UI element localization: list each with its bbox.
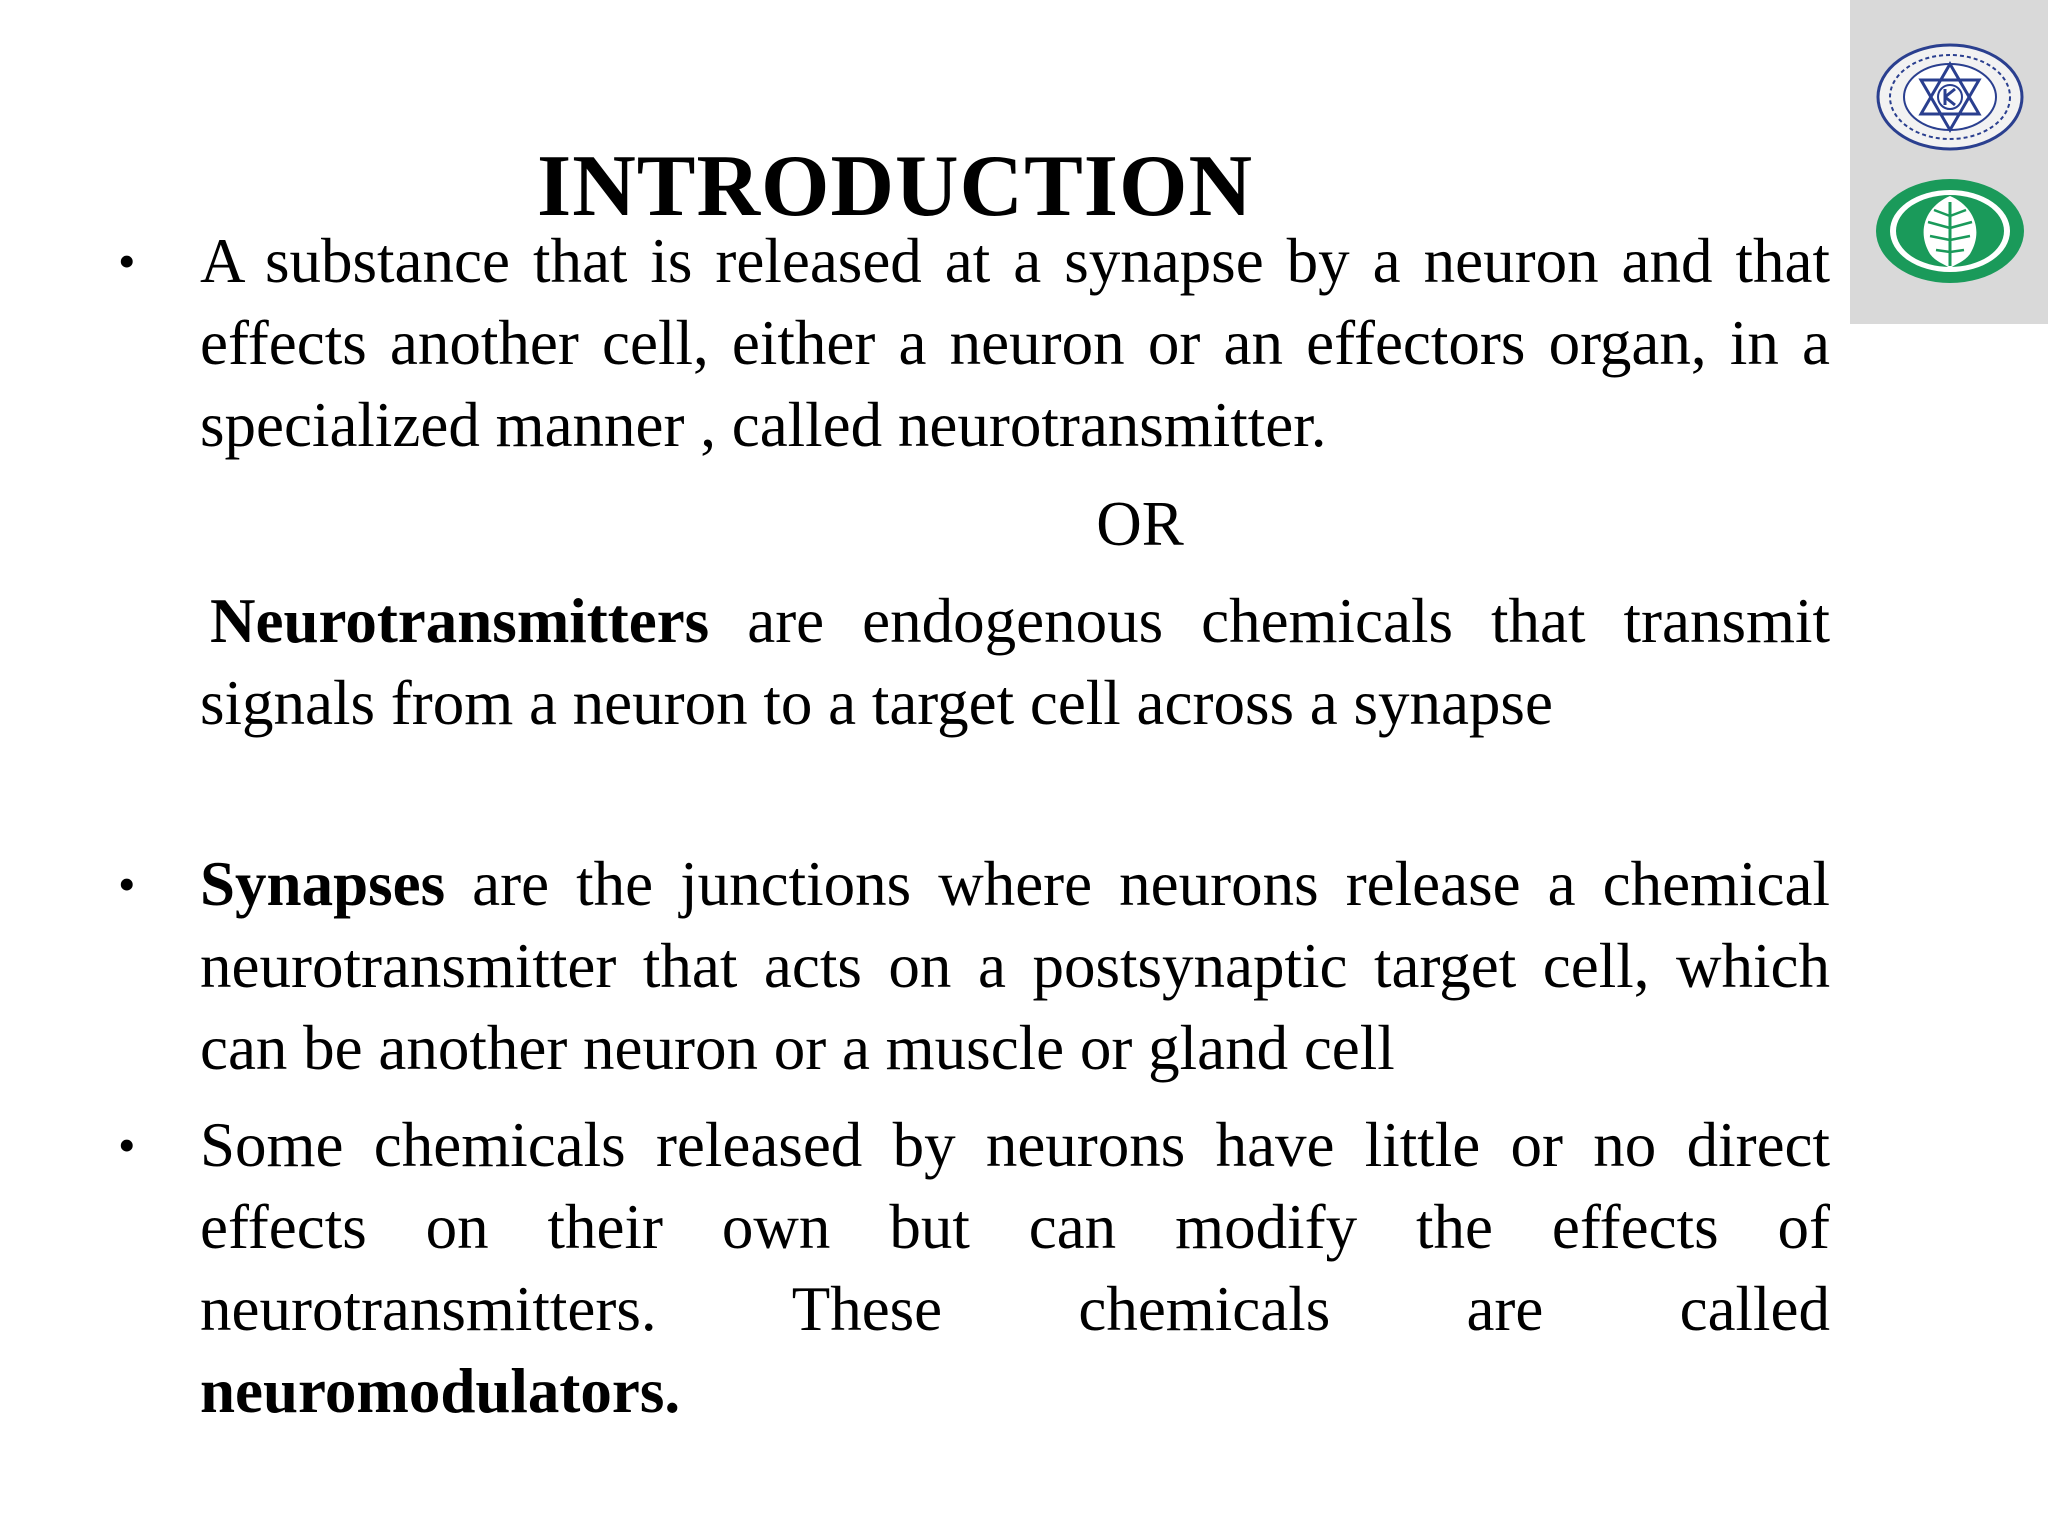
synapses-paragraph — [200, 843, 1830, 1089]
green-leaf-logo — [1874, 176, 2026, 286]
neuromodulators-text: Some chemicals released by neurons have little or no direct effects on their own but can modify the effects of neurotransmitters. These chemicals are called — [200, 1110, 1830, 1344]
or-separator: OR — [1096, 489, 1184, 559]
alternate-definition-text: are endogenous chemicals that transmit signals from a neuron to a target cell across a synapse — [200, 586, 1830, 738]
neurotransmitters-term: Neurotransmitters — [210, 586, 710, 656]
neuromodulators-term: neuromodulators. — [200, 1356, 681, 1426]
bullet-icon: • — [118, 856, 136, 912]
alternate-definition-paragraph — [200, 580, 1830, 744]
slide-title: INTRODUCTION — [536, 137, 1254, 235]
neuromodulators-paragraph — [200, 1104, 1830, 1432]
definition-text: A substance that is released at a synapse by a neuron and that effects another cell, either a neuron or an effectors organ, in a specialized manner , called neurotransmitter. — [200, 226, 1830, 460]
logo-panel — [1850, 0, 2048, 324]
synapses-text: are the junctions where neurons release a chemical neurotransmitter that acts on a postsynaptic target cell, which can be another neuron or a muscle or gland cell — [200, 849, 1830, 1083]
bullet-icon: • — [118, 233, 136, 289]
synapses-term: Synapses — [200, 849, 446, 919]
bullet-icon: • — [118, 1117, 136, 1173]
definition-paragraph — [200, 220, 1830, 466]
institution-seal-logo — [1875, 42, 2025, 152]
